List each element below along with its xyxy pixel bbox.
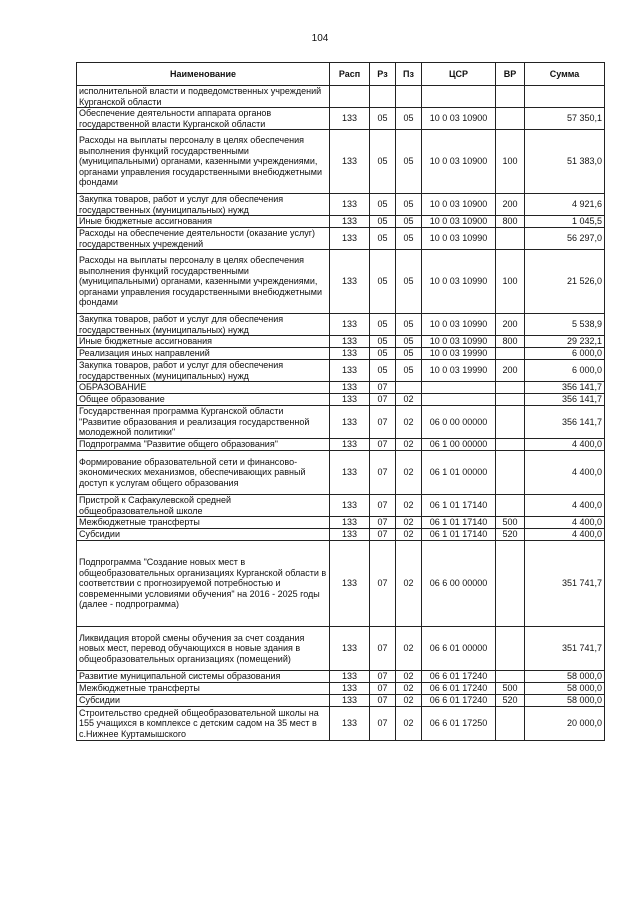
row-name: Подпрограмма "Развитие общего образования" bbox=[77, 439, 330, 451]
header-rz: Рз bbox=[370, 63, 396, 86]
row-name: Обеспечение деятельности аппарата органов государственной власти Курганской области bbox=[77, 108, 330, 130]
row-vr bbox=[496, 671, 525, 683]
row-rasp: 133 bbox=[330, 314, 370, 336]
row-name: Субсидии bbox=[77, 529, 330, 541]
row-rasp: 133 bbox=[330, 671, 370, 683]
row-csr: 10 0 03 10990 bbox=[422, 336, 496, 348]
row-sum: 356 141,7 bbox=[525, 394, 605, 406]
row-vr bbox=[496, 439, 525, 451]
table-row bbox=[77, 451, 605, 495]
row-name: Государственная программа Курганской области "Развитие образования и реализация государственной молодежной политики" bbox=[77, 406, 330, 439]
row-rz: 07 bbox=[370, 382, 396, 394]
row-rz: 05 bbox=[370, 348, 396, 360]
row-rasp: 133 bbox=[330, 495, 370, 517]
row-csr bbox=[422, 86, 496, 108]
row-pz: 02 bbox=[396, 517, 422, 529]
row-csr: 06 6 01 17240 bbox=[422, 683, 496, 695]
table-row bbox=[77, 495, 605, 517]
row-sum: 29 232,1 bbox=[525, 336, 605, 348]
row-name: Развитие муниципальной системы образования bbox=[77, 671, 330, 683]
row-rasp: 133 bbox=[330, 406, 370, 439]
row-rz: 05 bbox=[370, 228, 396, 250]
row-pz: 02 bbox=[396, 451, 422, 495]
row-sum: 1 045,5 bbox=[525, 216, 605, 228]
row-name: Иные бюджетные ассигнования bbox=[77, 216, 330, 228]
row-sum: 58 000,0 bbox=[525, 695, 605, 707]
row-rasp: 133 bbox=[330, 336, 370, 348]
table-row bbox=[77, 108, 605, 130]
row-csr: 06 1 01 17140 bbox=[422, 529, 496, 541]
row-vr: 200 bbox=[496, 314, 525, 336]
row-pz: 05 bbox=[396, 194, 422, 216]
row-csr: 10 0 03 10990 bbox=[422, 250, 496, 314]
row-csr: 10 0 03 10990 bbox=[422, 228, 496, 250]
row-rasp: 133 bbox=[330, 360, 370, 382]
row-sum: 4 400,0 bbox=[525, 529, 605, 541]
row-csr bbox=[422, 394, 496, 406]
row-csr: 06 1 01 17140 bbox=[422, 517, 496, 529]
row-csr: 10 0 03 19990 bbox=[422, 360, 496, 382]
row-vr bbox=[496, 228, 525, 250]
header-csr: ЦСР bbox=[422, 63, 496, 86]
row-pz: 02 bbox=[396, 627, 422, 671]
row-rz: 05 bbox=[370, 130, 396, 194]
row-csr: 06 6 01 17240 bbox=[422, 695, 496, 707]
row-name: Реализация иных направлений bbox=[77, 348, 330, 360]
table-row bbox=[77, 336, 605, 348]
row-rz: 07 bbox=[370, 683, 396, 695]
row-sum: 51 383,0 bbox=[525, 130, 605, 194]
row-vr bbox=[496, 707, 525, 741]
row-csr: 06 1 01 00000 bbox=[422, 451, 496, 495]
row-rz: 07 bbox=[370, 517, 396, 529]
row-sum: 356 141,7 bbox=[525, 382, 605, 394]
row-csr bbox=[422, 382, 496, 394]
row-name: ОБРАЗОВАНИЕ bbox=[77, 382, 330, 394]
row-rz: 05 bbox=[370, 314, 396, 336]
row-pz: 05 bbox=[396, 216, 422, 228]
row-rz bbox=[370, 86, 396, 108]
row-sum: 351 741,7 bbox=[525, 627, 605, 671]
row-name: Межбюджетные трансферты bbox=[77, 683, 330, 695]
row-rz: 05 bbox=[370, 194, 396, 216]
header-pz: Пз bbox=[396, 63, 422, 86]
header-vr: ВР bbox=[496, 63, 525, 86]
row-name: Иные бюджетные ассигнования bbox=[77, 336, 330, 348]
row-vr bbox=[496, 108, 525, 130]
row-rz: 07 bbox=[370, 627, 396, 671]
row-rz: 07 bbox=[370, 541, 396, 627]
row-sum: 6 000,0 bbox=[525, 348, 605, 360]
header-name: Наименование bbox=[77, 63, 330, 86]
row-sum: 4 400,0 bbox=[525, 495, 605, 517]
row-vr bbox=[496, 627, 525, 671]
row-name: Расходы на обеспечение деятельности (оказание услуг) государственных учреждений bbox=[77, 228, 330, 250]
row-sum: 56 297,0 bbox=[525, 228, 605, 250]
row-rasp bbox=[330, 86, 370, 108]
row-name: Ликвидация второй смены обучения за счет создания новых мест, перевод обучающихся в новые здания в общеобразовательных организациях (помещений) bbox=[77, 627, 330, 671]
table-body bbox=[77, 86, 605, 741]
row-vr: 800 bbox=[496, 336, 525, 348]
row-sum: 4 400,0 bbox=[525, 517, 605, 529]
header-rasp: Расп bbox=[330, 63, 370, 86]
row-pz bbox=[396, 382, 422, 394]
row-rz: 05 bbox=[370, 250, 396, 314]
row-vr: 100 bbox=[496, 250, 525, 314]
row-csr: 10 0 03 19990 bbox=[422, 348, 496, 360]
row-sum: 58 000,0 bbox=[525, 671, 605, 683]
row-name: Расходы на выплаты персоналу в целях обеспечения выполнения функций государственными (муниципальными) органами, казенными учреждениями, органами управления государственными внебюджетными фондами bbox=[77, 130, 330, 194]
row-sum: 4 400,0 bbox=[525, 439, 605, 451]
table-row bbox=[77, 348, 605, 360]
row-sum bbox=[525, 86, 605, 108]
row-rz: 07 bbox=[370, 695, 396, 707]
row-pz: 05 bbox=[396, 314, 422, 336]
row-csr: 10 0 03 10900 bbox=[422, 108, 496, 130]
row-pz: 02 bbox=[396, 541, 422, 627]
row-pz: 05 bbox=[396, 130, 422, 194]
row-pz: 02 bbox=[396, 495, 422, 517]
row-vr: 500 bbox=[496, 683, 525, 695]
row-sum: 4 921,6 bbox=[525, 194, 605, 216]
row-pz: 05 bbox=[396, 108, 422, 130]
row-rz: 05 bbox=[370, 360, 396, 382]
row-vr: 200 bbox=[496, 360, 525, 382]
table-row bbox=[77, 250, 605, 314]
row-name: Закупка товаров, работ и услуг для обеспечения государственных (муниципальных) нужд bbox=[77, 360, 330, 382]
row-vr: 500 bbox=[496, 517, 525, 529]
table-row bbox=[77, 86, 605, 108]
row-rasp: 133 bbox=[330, 683, 370, 695]
table-row bbox=[77, 517, 605, 529]
row-rasp: 133 bbox=[330, 627, 370, 671]
row-pz: 02 bbox=[396, 683, 422, 695]
table-row bbox=[77, 683, 605, 695]
row-pz: 05 bbox=[396, 360, 422, 382]
row-sum: 4 400,0 bbox=[525, 451, 605, 495]
row-sum: 21 526,0 bbox=[525, 250, 605, 314]
row-vr: 200 bbox=[496, 194, 525, 216]
row-pz: 05 bbox=[396, 336, 422, 348]
row-vr bbox=[496, 495, 525, 517]
row-rz: 07 bbox=[370, 439, 396, 451]
row-pz: 02 bbox=[396, 439, 422, 451]
page-number: 104 bbox=[311, 33, 329, 44]
table-row bbox=[77, 627, 605, 671]
row-name: исполнительной власти и подведомственных учреждений Курганской области bbox=[77, 86, 330, 108]
row-rasp: 133 bbox=[330, 250, 370, 314]
row-pz: 05 bbox=[396, 348, 422, 360]
row-pz bbox=[396, 86, 422, 108]
row-rasp: 133 bbox=[330, 707, 370, 741]
row-pz: 02 bbox=[396, 529, 422, 541]
row-vr: 800 bbox=[496, 216, 525, 228]
row-vr bbox=[496, 382, 525, 394]
row-csr: 10 0 03 10900 bbox=[422, 130, 496, 194]
row-rasp: 133 bbox=[330, 216, 370, 228]
table-row bbox=[77, 406, 605, 439]
row-pz: 02 bbox=[396, 695, 422, 707]
row-vr bbox=[496, 451, 525, 495]
row-rz: 07 bbox=[370, 671, 396, 683]
table-row bbox=[77, 130, 605, 194]
table-header-row bbox=[77, 63, 605, 86]
row-pz: 02 bbox=[396, 406, 422, 439]
row-rasp: 133 bbox=[330, 695, 370, 707]
table-row bbox=[77, 216, 605, 228]
row-sum: 351 741,7 bbox=[525, 541, 605, 627]
row-csr: 10 0 03 10990 bbox=[422, 314, 496, 336]
row-name: Закупка товаров, работ и услуг для обеспечения государственных (муниципальных) нужд bbox=[77, 314, 330, 336]
row-csr: 06 6 00 00000 bbox=[422, 541, 496, 627]
table-row bbox=[77, 314, 605, 336]
row-rasp: 133 bbox=[330, 382, 370, 394]
table-row bbox=[77, 541, 605, 627]
row-name: Формирование образовательной сети и финансово-экономических механизмов, обеспечивающих равный доступ к услугам общего образования bbox=[77, 451, 330, 495]
row-rasp: 133 bbox=[330, 348, 370, 360]
row-pz: 02 bbox=[396, 394, 422, 406]
row-rasp: 133 bbox=[330, 228, 370, 250]
row-pz: 05 bbox=[396, 250, 422, 314]
row-csr: 06 1 00 00000 bbox=[422, 439, 496, 451]
table-row bbox=[77, 695, 605, 707]
row-pz: 05 bbox=[396, 228, 422, 250]
row-pz: 02 bbox=[396, 707, 422, 741]
row-rz: 07 bbox=[370, 707, 396, 741]
row-vr bbox=[496, 406, 525, 439]
table-row bbox=[77, 228, 605, 250]
table-row bbox=[77, 671, 605, 683]
row-rasp: 133 bbox=[330, 529, 370, 541]
row-name: Общее образование bbox=[77, 394, 330, 406]
row-rasp: 133 bbox=[330, 541, 370, 627]
row-csr: 06 0 00 00000 bbox=[422, 406, 496, 439]
row-rz: 05 bbox=[370, 108, 396, 130]
row-rz: 07 bbox=[370, 529, 396, 541]
table-row bbox=[77, 382, 605, 394]
header-sum: Сумма bbox=[525, 63, 605, 86]
row-rasp: 133 bbox=[330, 130, 370, 194]
row-csr: 06 6 01 17250 bbox=[422, 707, 496, 741]
table-row bbox=[77, 394, 605, 406]
row-rz: 05 bbox=[370, 336, 396, 348]
row-vr: 520 bbox=[496, 529, 525, 541]
row-rz: 05 bbox=[370, 216, 396, 228]
row-vr bbox=[496, 541, 525, 627]
row-csr: 10 0 03 10900 bbox=[422, 216, 496, 228]
table-row bbox=[77, 439, 605, 451]
row-name: Закупка товаров, работ и услуг для обеспечения государственных (муниципальных) нужд bbox=[77, 194, 330, 216]
row-name: Субсидии bbox=[77, 695, 330, 707]
row-name: Пристрой к Сафакулевской средней общеобразовательной школе bbox=[77, 495, 330, 517]
row-rasp: 133 bbox=[330, 439, 370, 451]
row-rz: 07 bbox=[370, 406, 396, 439]
row-sum: 58 000,0 bbox=[525, 683, 605, 695]
table-row bbox=[77, 360, 605, 382]
row-sum: 5 538,9 bbox=[525, 314, 605, 336]
budget-table bbox=[76, 62, 605, 741]
row-sum: 57 350,1 bbox=[525, 108, 605, 130]
row-sum: 6 000,0 bbox=[525, 360, 605, 382]
row-name: Расходы на выплаты персоналу в целях обеспечения выполнения функций государственными (муниципальными) органами, казенными учреждениями, органами управления государственными внебюджетными фондами bbox=[77, 250, 330, 314]
row-sum: 356 141,7 bbox=[525, 406, 605, 439]
table-row bbox=[77, 194, 605, 216]
row-csr: 06 6 01 00000 bbox=[422, 627, 496, 671]
row-csr: 10 0 03 10900 bbox=[422, 194, 496, 216]
row-rz: 07 bbox=[370, 394, 396, 406]
row-vr bbox=[496, 348, 525, 360]
row-name: Межбюджетные трансферты bbox=[77, 517, 330, 529]
row-sum: 20 000,0 bbox=[525, 707, 605, 741]
table-row bbox=[77, 707, 605, 741]
table-row bbox=[77, 529, 605, 541]
row-pz: 02 bbox=[396, 671, 422, 683]
row-rasp: 133 bbox=[330, 517, 370, 529]
row-name: Строительство средней общеобразовательной школы на 155 учащихся в комплексе с детским садом на 35 мест в с.Нижнее Куртамышского bbox=[77, 707, 330, 741]
row-rasp: 133 bbox=[330, 194, 370, 216]
row-rasp: 133 bbox=[330, 394, 370, 406]
row-vr bbox=[496, 86, 525, 108]
row-rasp: 133 bbox=[330, 451, 370, 495]
row-vr bbox=[496, 394, 525, 406]
row-rz: 07 bbox=[370, 451, 396, 495]
row-vr: 520 bbox=[496, 695, 525, 707]
row-name: Подпрограмма "Создание новых мест в общеобразовательных организациях Курганской области в соответствии с прогнозируемой потребностью и современными условиями обучения" на 2016 - 2025 годы (далее - подпрограмма) bbox=[77, 541, 330, 627]
row-rasp: 133 bbox=[330, 108, 370, 130]
row-vr: 100 bbox=[496, 130, 525, 194]
row-csr: 06 1 01 17140 bbox=[422, 495, 496, 517]
row-rz: 07 bbox=[370, 495, 396, 517]
row-csr: 06 6 01 17240 bbox=[422, 671, 496, 683]
